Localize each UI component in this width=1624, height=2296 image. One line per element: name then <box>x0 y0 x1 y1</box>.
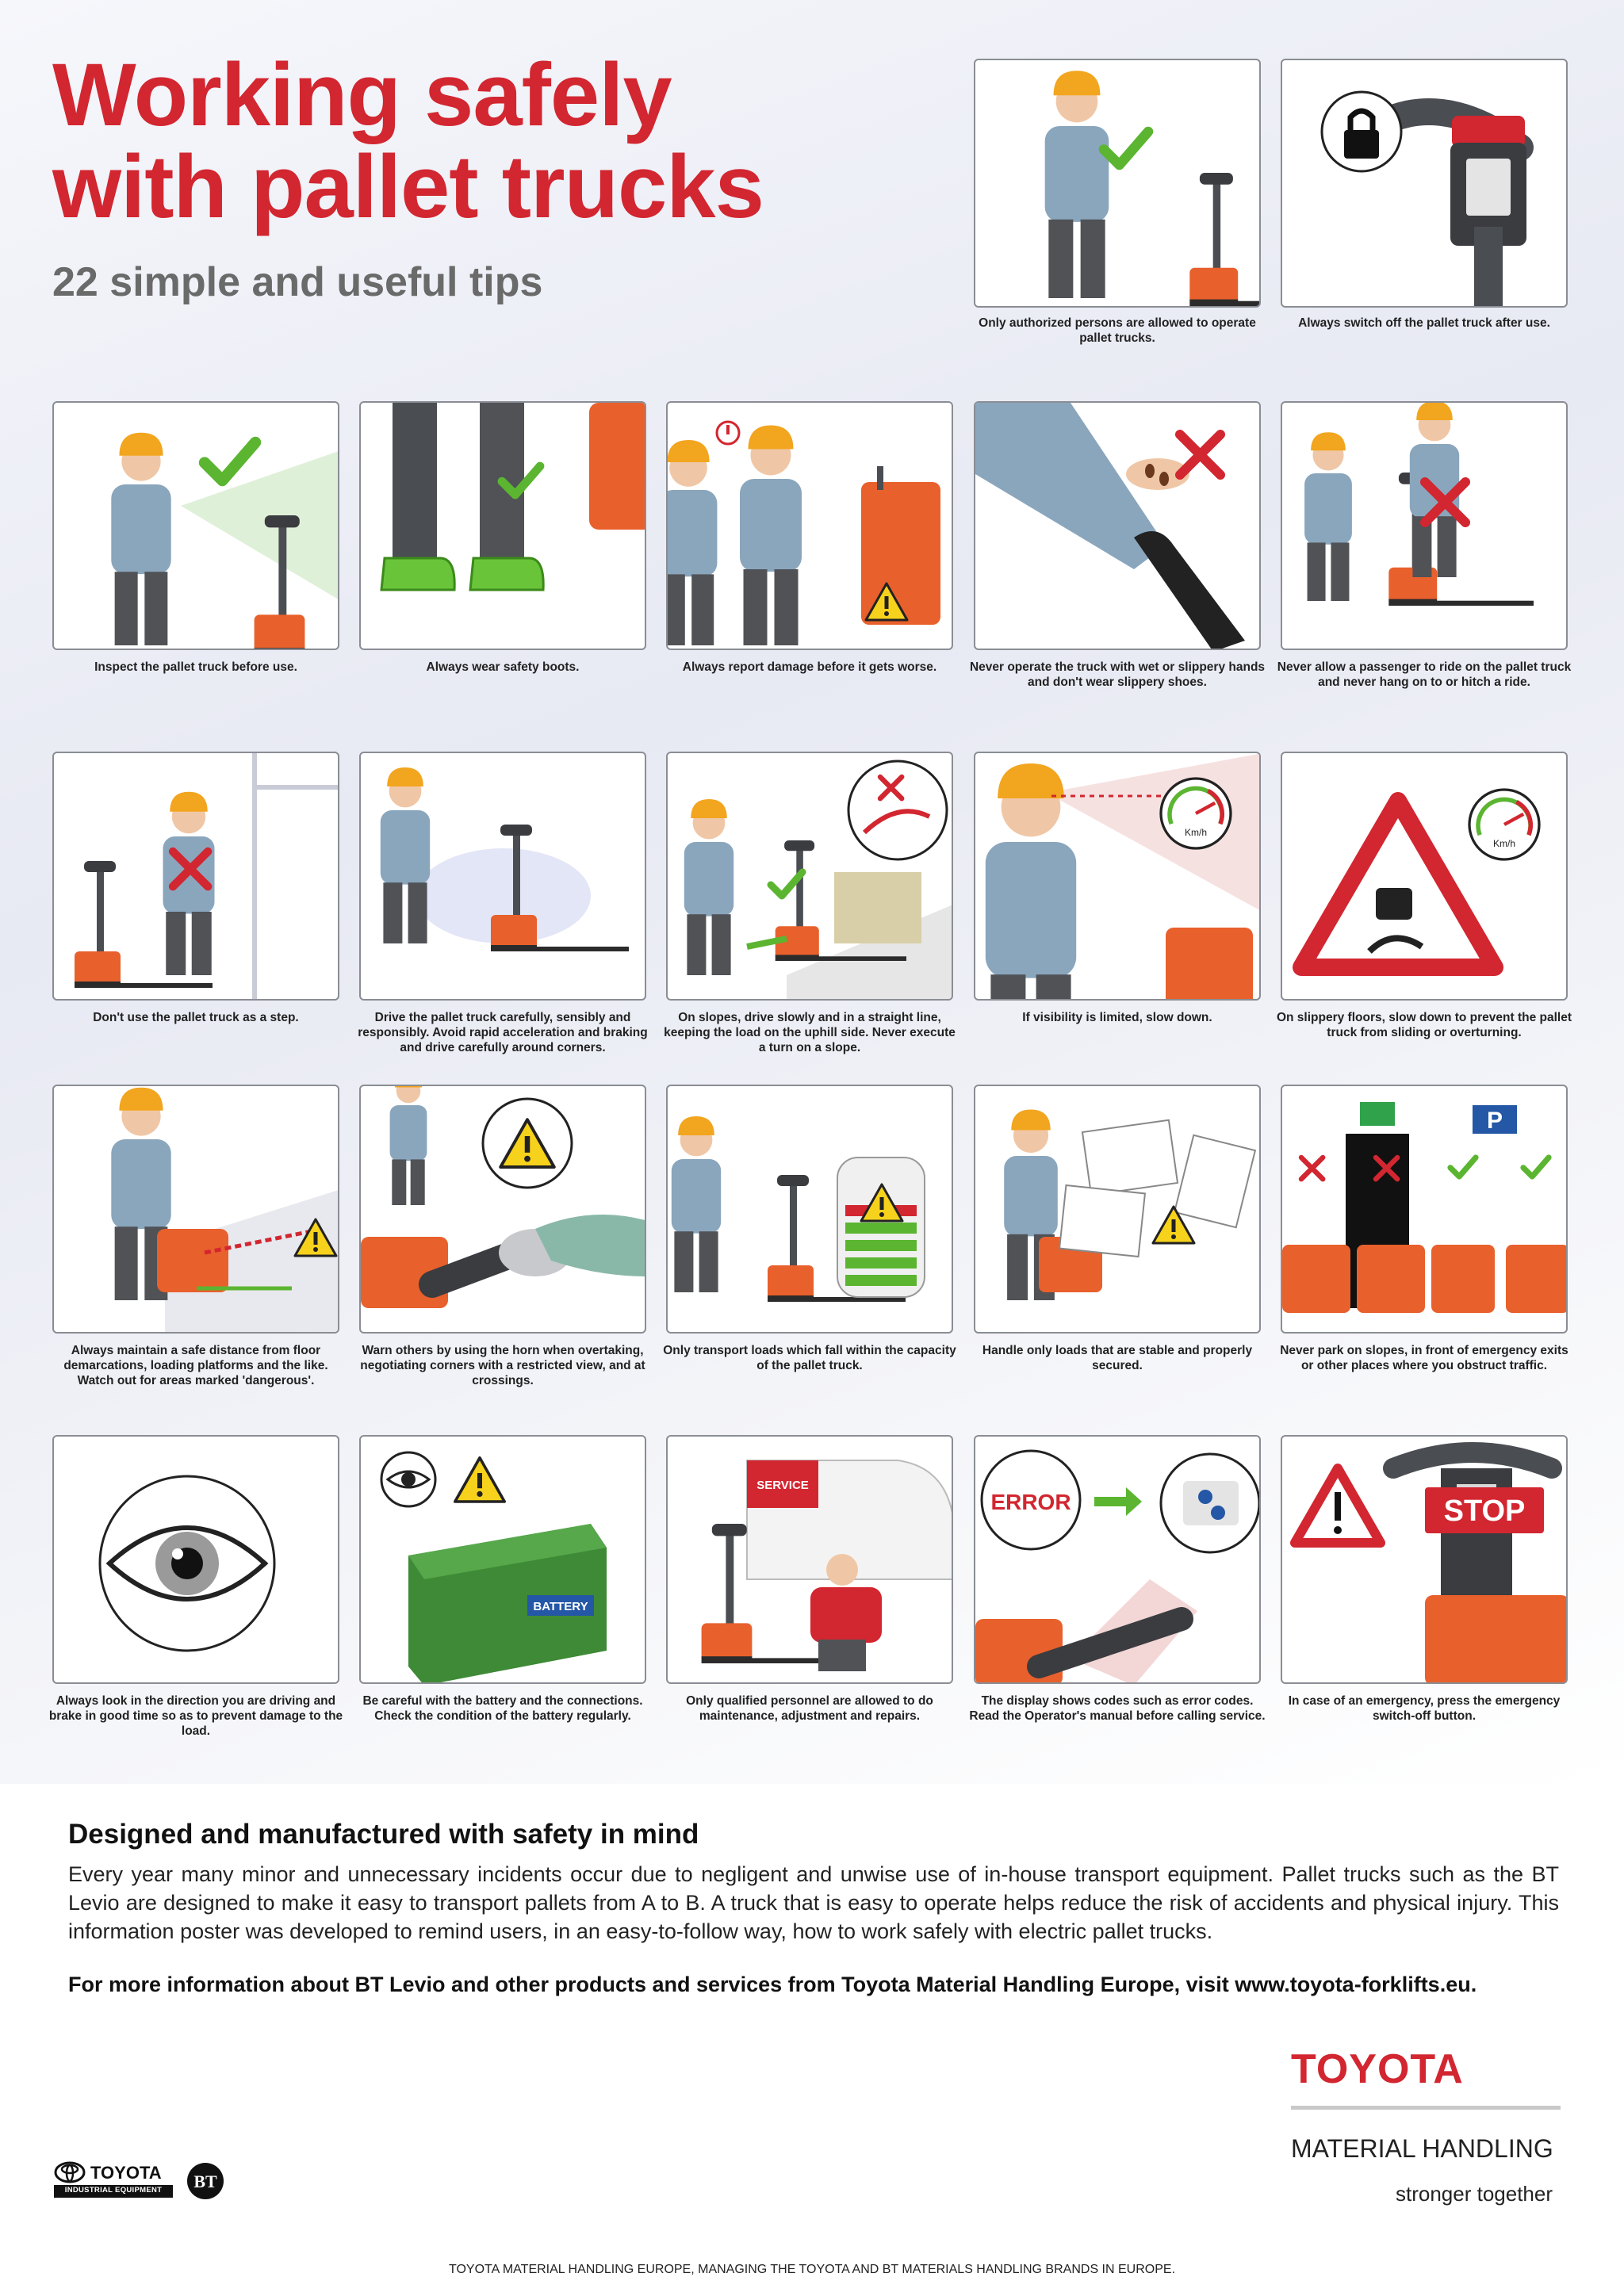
tip-caption-13: Always maintain a safe distance from floor demarcations, loading platforms and the like. Watch out for areas marked 'dangerous'. <box>63 1344 328 1387</box>
tip-caption-12: On slippery floors, slow down to prevent the pallet truck from sliding or overturning. <box>1276 1011 1572 1039</box>
footer-text: TOYOTA MATERIAL HANDLING EUROPE, MANAGING THE TOYOTA AND BT MATERIALS HANDLING BRANDS IN EUROPE. <box>448 2263 1176 2276</box>
no-step-icon <box>54 753 339 1001</box>
emergency-stop-icon <box>1282 1437 1568 1684</box>
tip-tile-10 <box>666 752 953 1001</box>
load-capacity-icon <box>668 1086 953 1334</box>
parking-icon <box>1282 1086 1568 1334</box>
stop-label: STOP <box>1443 1494 1526 1528</box>
tip-tile-13 <box>52 1085 339 1334</box>
no-passenger-icon <box>1282 403 1568 650</box>
stable-load-icon <box>975 1086 1261 1334</box>
safety-boots-icon <box>361 403 646 650</box>
inspect-truck-icon <box>54 403 339 650</box>
more-info-text: For more information about BT Levio and other products and services from Toyota Material Handling Europe, visit www.toyota-forklifts.eu. <box>68 1973 1477 1996</box>
page-subtitle: 22 simple and useful tips <box>52 259 543 305</box>
eye-icon <box>54 1437 339 1684</box>
report-damage-icon <box>668 403 953 650</box>
tip-tile-11 <box>974 752 1261 1001</box>
gauge-unit-label: Km/h <box>1184 827 1208 838</box>
error-display-label: ERROR <box>990 1490 1071 1514</box>
tip-tile-17 <box>1281 1085 1568 1334</box>
brand-wordmark: TOYOTA <box>1291 2046 1464 2092</box>
title-line-1: Working safely <box>52 45 672 144</box>
toyota-emblem-icon <box>54 2161 86 2183</box>
tip-tile-4 <box>359 401 646 650</box>
tip-caption-2: Always switch off the pallet truck after use. <box>1298 316 1550 330</box>
safe-distance-icon <box>54 1086 339 1334</box>
brand-divider <box>1291 2106 1561 2110</box>
limited-visibility-icon <box>975 753 1261 1001</box>
slippery-floor-icon <box>1282 753 1568 1001</box>
tip-tile-6 <box>974 401 1261 650</box>
tip-tile-21 <box>974 1435 1261 1684</box>
battery-label: BATTERY <box>533 1600 588 1613</box>
info-body: Every year many minor and unnecessary incidents occur due to negligent and unwise use of in-house transport equipment. Pallet trucks such as the BT Levio are designed to make it easy to transport pallets from A to B. A truck that is easy to operate helps reduce the risk of accidents and physical injury. This information poster was developed to remind users, in an easy-to-follow way, how to work safely with electric pallet trucks. <box>68 1862 1559 1943</box>
tip-tile-9 <box>359 752 646 1001</box>
gauge-unit-label: Km/h <box>1492 838 1516 849</box>
tip-tile-16 <box>974 1085 1261 1334</box>
tip-caption-18: Always look in the direction you are driving and brake in good time so as to prevent damage to the load. <box>48 1694 343 1738</box>
tip-caption-11: If visibility is limited, slow down. <box>1022 1011 1212 1024</box>
tip-tile-5 <box>666 401 953 650</box>
drive-carefully-icon <box>361 753 646 1001</box>
tip-caption-9: Drive the pallet truck carefully, sensibly and responsibly. Avoid rapid acceleration and braking and drive carefully around corners. <box>358 1011 648 1054</box>
tip-caption-3: Inspect the pallet truck before use. <box>94 660 297 674</box>
tip-tile-20 <box>666 1435 953 1684</box>
slope-icon <box>668 753 953 1001</box>
tip-caption-14: Warn others by using the horn when overtaking, negotiating corners with a restricted view, and at crossings. <box>360 1344 645 1387</box>
tip-tile-18 <box>52 1435 339 1684</box>
tip-tile-14 <box>359 1085 646 1334</box>
tip-caption-8: Don't use the pallet truck as a step. <box>93 1011 299 1024</box>
tip-caption-21: The display shows codes such as error codes. Read the Operator's manual before calling service. <box>969 1694 1266 1723</box>
brand-tagline: stronger together <box>1396 2182 1553 2206</box>
page-title <box>52 45 764 236</box>
error-code-icon <box>975 1437 1261 1684</box>
bt-logo <box>186 2161 228 2201</box>
tip-caption-15: Only transport loads which fall within the capacity of the pallet truck. <box>663 1344 956 1372</box>
tip-caption-19: Be careful with the battery and the connections. Check the condition of the battery regularly. <box>362 1694 643 1723</box>
tip-tile-15 <box>666 1085 953 1334</box>
tip-caption-20: Only qualified personnel are allowed to do maintenance, adjustment and repairs. <box>686 1694 933 1723</box>
tip-tile-22 <box>1281 1435 1568 1684</box>
logo-band-text: INDUSTRIAL EQUIPMENT <box>64 2186 163 2195</box>
service-icon <box>668 1437 953 1684</box>
tip-caption-22: In case of an emergency, press the emergency switch-off button. <box>1288 1694 1561 1723</box>
bt-logo-text: BT <box>193 2172 217 2191</box>
tip-caption-4: Always wear safety boots. <box>426 660 580 674</box>
tip-tile-12 <box>1281 752 1568 1001</box>
tip-caption-7: Never allow a passenger to ride on the pallet truck and never hang on to or hitch a ride. <box>1277 660 1572 689</box>
authorized-person-icon <box>975 60 1261 308</box>
tip-tile-3 <box>52 401 339 650</box>
info-heading: Designed and manufactured with safety in mind <box>68 1819 699 1850</box>
tip-tile-7 <box>1281 401 1568 650</box>
tip-caption-16: Handle only loads that are stable and properly secured. <box>982 1344 1253 1372</box>
toyota-industrial-logo <box>54 2161 176 2199</box>
tip-caption-10: On slopes, drive slowly and in a straight line, keeping the load on the uphill side. Never execute a turn on a slope. <box>664 1011 956 1054</box>
tip-tile-19 <box>359 1435 646 1684</box>
tip-caption-17: Never park on slopes, in front of emergency exits or other places where you obstruct traffic. <box>1280 1344 1568 1372</box>
tip-tile-8 <box>52 752 339 1001</box>
tip-tile-2 <box>1281 59 1568 308</box>
service-van-label: SERVICE <box>756 1479 809 1492</box>
horn-icon <box>361 1086 646 1334</box>
parking-sign-label: P <box>1486 1108 1503 1134</box>
bt-emblem-icon <box>186 2161 228 2201</box>
tip-caption-1: Only authorized persons are allowed to operate pallet trucks. <box>979 316 1256 345</box>
wet-hands-icon <box>975 403 1261 650</box>
title-line-2: with pallet trucks <box>52 137 764 236</box>
logo-word: TOYOTA <box>90 2163 162 2183</box>
brand-division: MATERIAL HANDLING <box>1291 2134 1553 2163</box>
padlock-switch-off-icon <box>1282 60 1568 308</box>
tip-caption-6: Never operate the truck with wet or slippery hands and don't wear slippery shoes. <box>969 660 1266 689</box>
battery-icon <box>361 1437 646 1684</box>
tip-tile-1 <box>974 59 1261 308</box>
tip-caption-5: Always report damage before it gets worse. <box>682 660 937 674</box>
